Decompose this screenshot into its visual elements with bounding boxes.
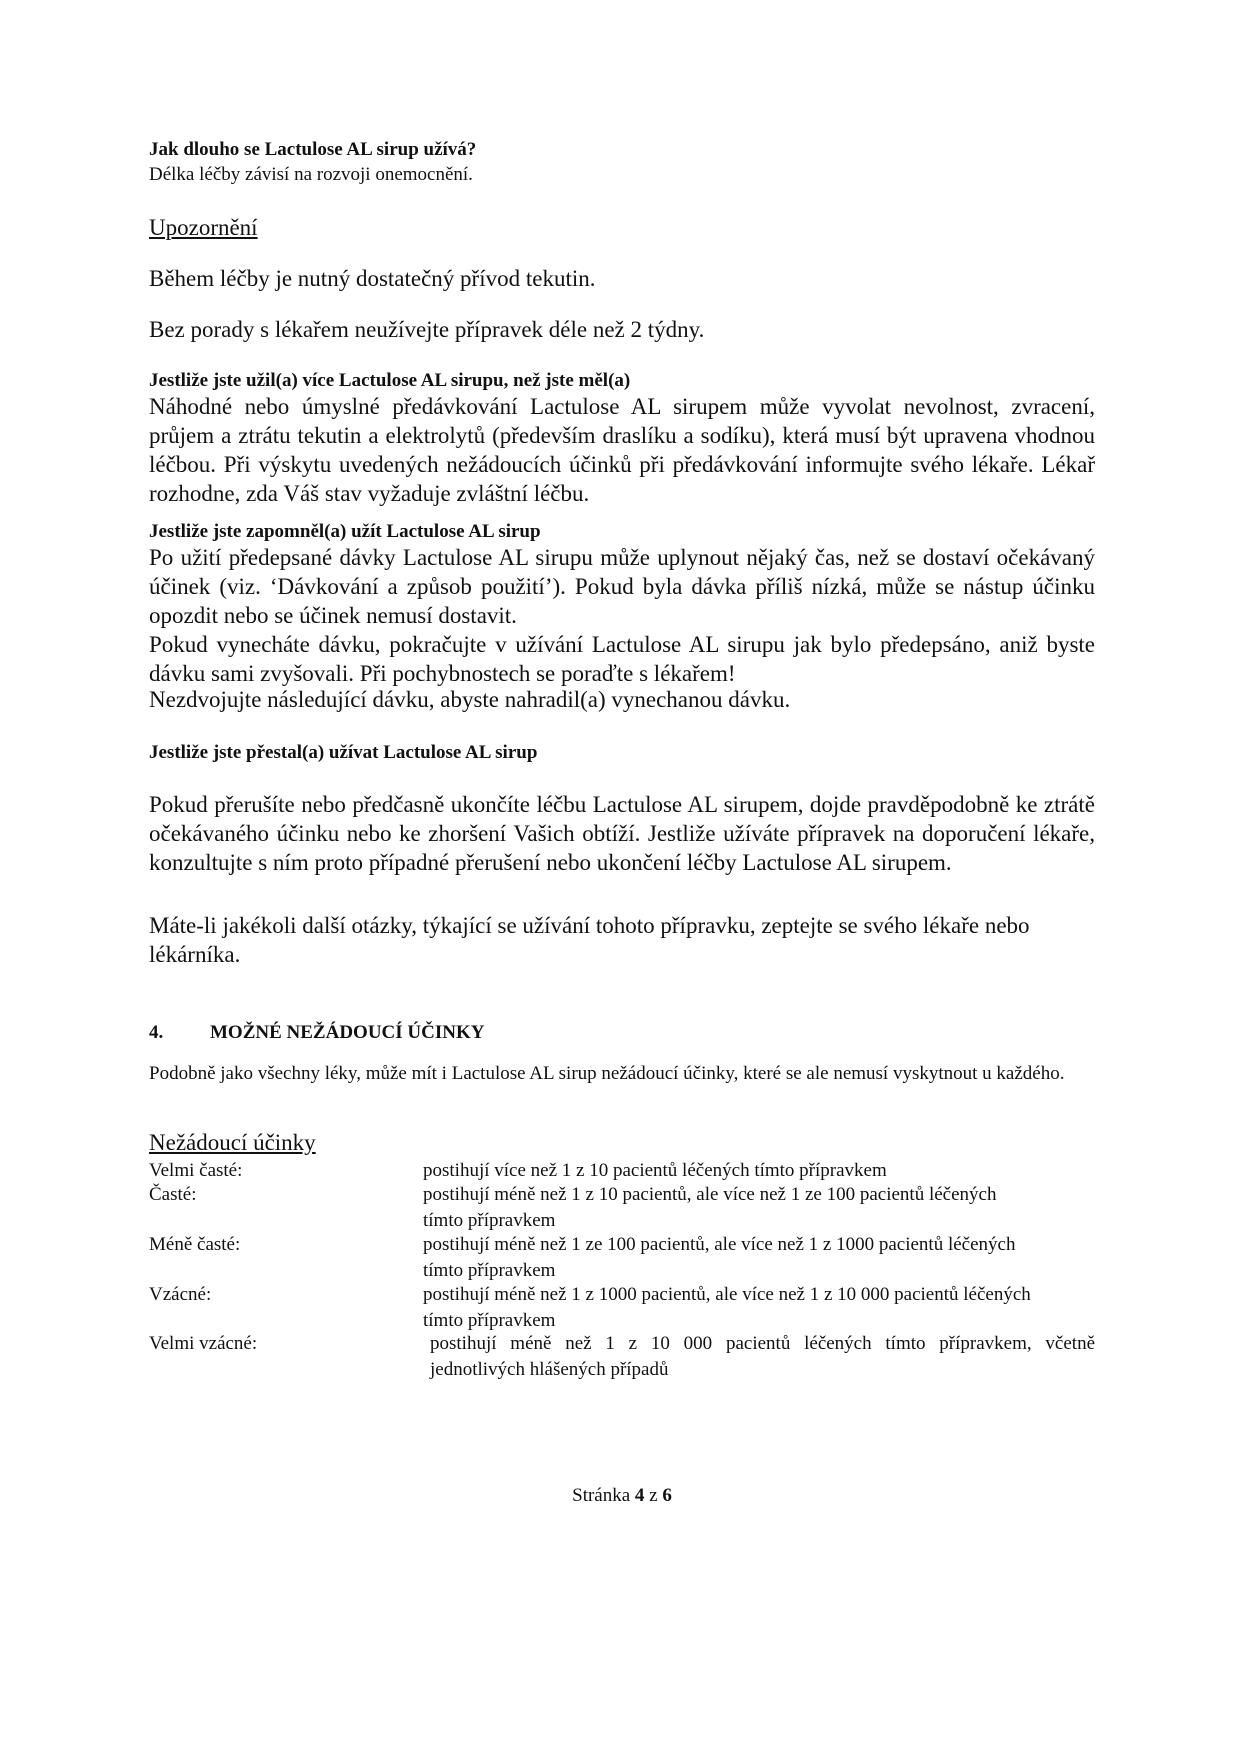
section-4-number: 4. (149, 1022, 164, 1043)
warning-heading: Upozornění (149, 215, 258, 240)
frequency-term: Vzácné: (149, 1284, 212, 1305)
page-footer (149, 1483, 1095, 1509)
stopped-paragraph-2: Máte-li jakékoli další otázky, týkající se užívání tohoto přípravku, zeptejte se svého lékaře nebo lékárníka. (149, 913, 1030, 967)
overdose-heading: Jestliže jste užil(a) více Lactulose AL sirupu, než jste měl(a) (149, 370, 631, 391)
warning-paragraph-2: Bez porady s lékařem neužívejte přípravek déle než 2 týdny. (149, 317, 705, 342)
forgot-paragraph-1: Po užití předepsané dávky Lactulose AL sirupu může uplynout nějaký čas, než se dostaví očekávaný účinek (viz. ‘Dávkování a způsob použití’). Pokud byla dávka příliš nízká, může se nástup účinku opozdit nebo se účinek nemusí dostavit. (149, 545, 1095, 628)
stopped-heading: Jestliže jste přestal(a) užívat Lactulose AL sirup (149, 742, 538, 763)
forgot-paragraph-3: Nezdvojujte následující dávku, abyste nahradil(a) vynechanou dávku. (149, 687, 791, 712)
page-footer-separator: z (649, 1485, 658, 1506)
frequency-term: Časté: (149, 1184, 197, 1205)
overdose-text: Náhodné nebo úmyslné předávkování Lactulose AL sirupem může vyvolat nevolnost, zvracení, průjem a ztrátu tekutin a elektrolytů (především draslíku a sodíku), která musí být upravena vhodnou léčbou. Při výskytu uvedených nežádoucích účinků při předávkování informujte svého lékaře. Lékař rozhodne, zda Váš stav vyžaduje zvláštní léčbu. (149, 394, 1095, 506)
stopped-paragraph-1: Pokud přerušíte nebo předčasně ukončíte léčbu Lactulose AL sirupem, dojde pravděpodobně ke ztrátě očekávaného účinku nebo ke zhoršení Vašich obtíží. Jestliže užíváte přípravek na doporučení lékaře, konzultujte s ním proto případné přerušení nebo ukončení léčby Lactulose AL sirupem. (149, 792, 1095, 875)
page-current-number: 4 (634, 1485, 645, 1506)
warning-paragraph-1: Během léčby je nutný dostatečný přívod tekutin. (149, 266, 596, 291)
section-4-title (149, 1020, 1095, 1046)
frequency-term: Velmi vzácné: (149, 1333, 258, 1354)
how-long-heading: Jak dlouho se Lactulose AL sirup užívá? (149, 139, 477, 160)
frequency-desc: postihují méně než 1 z 10 pacientů, ale více než 1 ze 100 pacientů léčených tímto přípravkem (423, 1184, 997, 1231)
forgot-paragraph-2: Pokud vynecháte dávku, pokračujte v užívání Lactulose AL sirupu jak bylo předepsáno, aniž byste dávku sami zvyšovali. Při pochybnostech se poraďte s lékařem! (149, 632, 1095, 686)
forgot-heading: Jestliže jste zapomněl(a) užít Lactulose AL sirup (149, 521, 541, 542)
frequency-heading: Nežádoucí účinky (149, 1130, 316, 1155)
section-4-intro: Podobně jako všechny léky, může mít i Lactulose AL sirup nežádoucí účinky, které se ale nemusí vyskytnout u každého. (149, 1063, 1065, 1084)
section-4-title-text: MOŽNÉ NEŽÁDOUCÍ ÚČINKY (210, 1022, 485, 1043)
how-long-text: Délka léčby závisí na rozvoji onemocnění. (149, 164, 473, 185)
frequency-desc: postihují méně než 1 z 10 000 pacientů léčených tímto přípravkem, včetně jednotlivých hlášených případů (430, 1333, 1095, 1380)
frequency-desc: postihují méně než 1 z 1000 pacientů, ale více než 1 z 10 000 pacientů léčených tímto přípravkem (423, 1284, 1031, 1331)
page-footer-prefix: Stránka (572, 1485, 631, 1506)
frequency-term: Méně časté: (149, 1234, 241, 1255)
frequency-term: Velmi časté: (149, 1160, 243, 1181)
document-page (149, 0, 1095, 1754)
frequency-desc: postihují méně než 1 ze 100 pacientů, ale více než 1 z 1000 pacientů léčených tímto přípravkem (423, 1234, 1016, 1281)
page-total-number: 6 (662, 1485, 672, 1506)
frequency-desc: postihují více než 1 z 10 pacientů léčených tímto přípravkem (423, 1160, 887, 1181)
